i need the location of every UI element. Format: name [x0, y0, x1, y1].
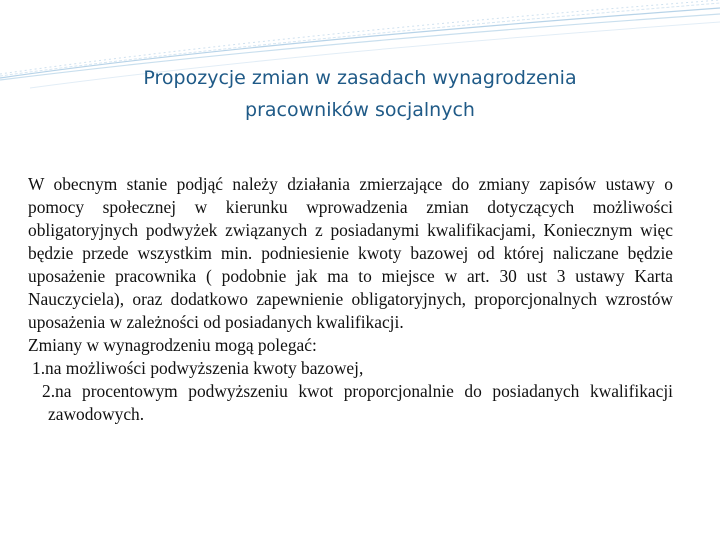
list-item-text: na procentowym podwyższeniu kwot proporcjonalnie do posiadanych kwalifikacji zawodowych.: [48, 381, 673, 424]
list-item-text: na możliwości podwyższenia kwoty bazowej,: [45, 358, 364, 378]
list-item-number: 2.: [42, 381, 56, 401]
list-intro: Zmiany w wynagrodzeniu mogą polegać:: [28, 335, 317, 355]
title-line-2: pracowników socjalnych: [245, 99, 475, 121]
list-item: [28, 380, 673, 426]
slide-title: [60, 62, 660, 126]
list-item-number: 1.: [32, 358, 46, 378]
slide-body: [28, 173, 673, 426]
body-paragraph: W obecnym stanie podjąć należy działania zmierzające do zmiany zapisów ustawy o pomocy społecznej w kierunku wprowadzenia zmian dotyczących możliwości obligatoryjnych podwyżek związanych z posiadanymi kwalifikacjami, Koniecznym więc będzie przede wszystkim min. podniesienie kwoty bazowej od której naliczane będzie uposażenie pracownika ( podobnie jak ma to miejsce w art. 30 ust 3 ustawy Karta Nauczyciela), oraz dodatkowo zapewnienie obligatoryjnych, proporcjonalnych wzrostów uposażenia w zależności od posiadanych kwalifikacji.: [28, 174, 673, 332]
list-item: [28, 357, 673, 380]
title-line-1: Propozycje zmian w zasadach wynagrodzenia: [143, 67, 577, 89]
